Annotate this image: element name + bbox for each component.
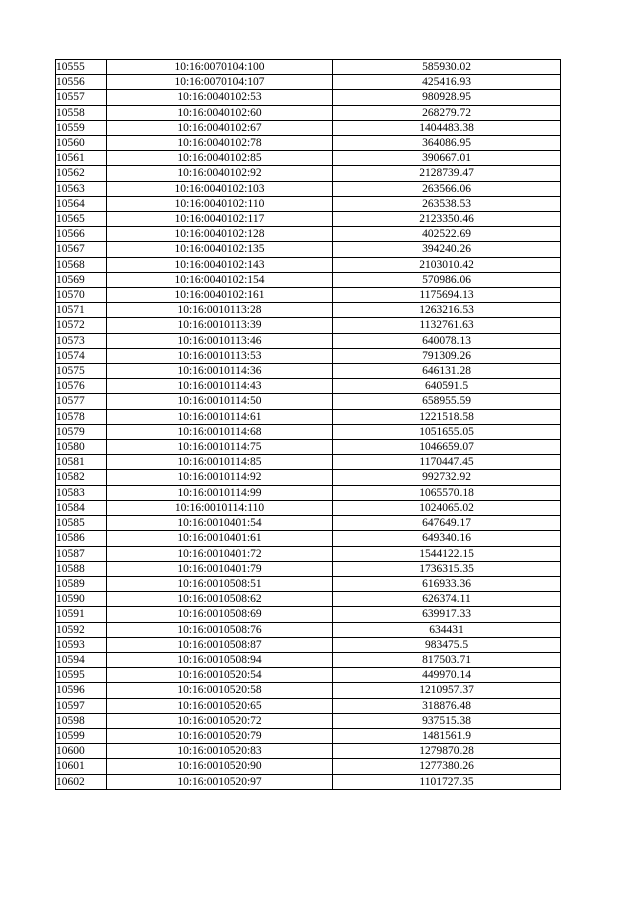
table-row <box>56 348 561 363</box>
table-row <box>56 60 561 75</box>
cadastral-value-cell: 1170447.45 <box>333 455 561 470</box>
cadastral-value-cell: 649340.16 <box>333 531 561 546</box>
table-row <box>56 196 561 211</box>
row-number-cell: 10586 <box>56 531 107 546</box>
cadastral-value-cell: 1132761.63 <box>333 318 561 333</box>
cadastral-number-cell: 10:16:0040102:117 <box>107 212 333 227</box>
table-row <box>56 728 561 743</box>
table-row <box>56 242 561 257</box>
cadastral-number-cell: 10:16:0010113:46 <box>107 333 333 348</box>
cadastral-value-cell: 983475.5 <box>333 637 561 652</box>
row-number-cell: 10577 <box>56 394 107 409</box>
cadastral-number-cell: 10:16:0010113:39 <box>107 318 333 333</box>
cadastral-value-cell: 449970.14 <box>333 668 561 683</box>
table-row <box>56 75 561 90</box>
cadastral-value-cell: 634431 <box>333 622 561 637</box>
row-number-cell: 10558 <box>56 105 107 120</box>
row-number-cell: 10585 <box>56 516 107 531</box>
table-row <box>56 440 561 455</box>
cadastral-value-cell: 1481561.9 <box>333 728 561 743</box>
row-number-cell: 10582 <box>56 470 107 485</box>
cadastral-number-cell: 10:16:0010114:43 <box>107 379 333 394</box>
cadastral-value-cell: 2128739.47 <box>333 166 561 181</box>
row-number-cell: 10580 <box>56 440 107 455</box>
cadastral-value-cell: 1736315.35 <box>333 561 561 576</box>
row-number-cell: 10587 <box>56 546 107 561</box>
table-row <box>56 607 561 622</box>
row-number-cell: 10561 <box>56 151 107 166</box>
cadastral-number-cell: 10:16:0010401:72 <box>107 546 333 561</box>
cadastral-number-cell: 10:16:0040102:78 <box>107 136 333 151</box>
table-row <box>56 166 561 181</box>
table-row <box>56 151 561 166</box>
cadastral-value-cell: 1024065.02 <box>333 500 561 515</box>
row-number-cell: 10583 <box>56 485 107 500</box>
cadastral-value-cell: 640591.5 <box>333 379 561 394</box>
table-row <box>56 424 561 439</box>
cadastral-number-cell: 10:16:0010113:53 <box>107 348 333 363</box>
cadastral-value-cell: 263566.06 <box>333 181 561 196</box>
table-row <box>56 303 561 318</box>
cadastral-number-cell: 10:16:0040102:161 <box>107 288 333 303</box>
table-row <box>56 120 561 135</box>
table-row <box>56 394 561 409</box>
cadastral-value-cell: 1263216.53 <box>333 303 561 318</box>
row-number-cell: 10568 <box>56 257 107 272</box>
table-row <box>56 318 561 333</box>
cadastral-number-cell: 10:16:0010114:75 <box>107 440 333 455</box>
row-number-cell: 10564 <box>56 196 107 211</box>
table-row <box>56 485 561 500</box>
cadastral-value-cell: 647649.17 <box>333 516 561 531</box>
cadastral-value-cell: 640078.13 <box>333 333 561 348</box>
row-number-cell: 10573 <box>56 333 107 348</box>
cadastral-value-cell: 980928.95 <box>333 90 561 105</box>
cadastral-value-cell: 937515.38 <box>333 713 561 728</box>
row-number-cell: 10593 <box>56 637 107 652</box>
cadastral-value-cell: 1544122.15 <box>333 546 561 561</box>
table-row <box>56 561 561 576</box>
row-number-cell: 10584 <box>56 500 107 515</box>
cadastral-value-cell: 318876.48 <box>333 698 561 713</box>
table-row <box>56 212 561 227</box>
cadastral-value-cell: 658955.59 <box>333 394 561 409</box>
cadastral-number-cell: 10:16:0010520:79 <box>107 728 333 743</box>
row-number-cell: 10557 <box>56 90 107 105</box>
table-row <box>56 774 561 789</box>
cadastral-number-cell: 10:16:0040102:135 <box>107 242 333 257</box>
cadastral-value-cell: 1101727.35 <box>333 774 561 789</box>
table-row <box>56 531 561 546</box>
row-number-cell: 10590 <box>56 592 107 607</box>
cadastral-value-cell: 394240.26 <box>333 242 561 257</box>
cadastral-number-cell: 10:16:0010401:79 <box>107 561 333 576</box>
cadastral-value-cell: 268279.72 <box>333 105 561 120</box>
table-row <box>56 637 561 652</box>
table-row <box>56 379 561 394</box>
cadastral-value-cell: 1404483.38 <box>333 120 561 135</box>
cadastral-number-cell: 10:16:0010520:83 <box>107 744 333 759</box>
cadastral-value-cell: 1065570.18 <box>333 485 561 500</box>
table-row <box>56 759 561 774</box>
row-number-cell: 10601 <box>56 759 107 774</box>
cadastral-value-cell: 992732.92 <box>333 470 561 485</box>
cadastral-number-cell: 10:16:0010508:76 <box>107 622 333 637</box>
table-row <box>56 546 561 561</box>
cadastral-number-cell: 10:16:0010401:61 <box>107 531 333 546</box>
cadastral-number-cell: 10:16:0010508:62 <box>107 592 333 607</box>
row-number-cell: 10599 <box>56 728 107 743</box>
cadastral-number-cell: 10:16:0010114:61 <box>107 409 333 424</box>
cadastral-number-cell: 10:16:0040102:85 <box>107 151 333 166</box>
row-number-cell: 10559 <box>56 120 107 135</box>
cadastral-number-cell: 10:16:0040102:92 <box>107 166 333 181</box>
cadastral-number-cell: 10:16:0040102:143 <box>107 257 333 272</box>
row-number-cell: 10591 <box>56 607 107 622</box>
row-number-cell: 10588 <box>56 561 107 576</box>
cadastral-number-cell: 10:16:0040102:53 <box>107 90 333 105</box>
table-row <box>56 500 561 515</box>
cadastral-value-cell: 364086.95 <box>333 136 561 151</box>
cadastral-number-cell: 10:16:0040102:128 <box>107 227 333 242</box>
cadastral-number-cell: 10:16:0010114:92 <box>107 470 333 485</box>
cadastral-number-cell: 10:16:0010114:110 <box>107 500 333 515</box>
cadastral-number-cell: 10:16:0040102:110 <box>107 196 333 211</box>
table-row <box>56 592 561 607</box>
cadastral-value-cell: 817503.71 <box>333 652 561 667</box>
row-number-cell: 10598 <box>56 713 107 728</box>
table-row <box>56 272 561 287</box>
row-number-cell: 10560 <box>56 136 107 151</box>
row-number-cell: 10576 <box>56 379 107 394</box>
cadastral-value-cell: 1279870.28 <box>333 744 561 759</box>
cadastral-number-cell: 10:16:0040102:154 <box>107 272 333 287</box>
cadastral-value-cell: 1221518.58 <box>333 409 561 424</box>
cadastral-value-cell: 390667.01 <box>333 151 561 166</box>
cadastral-value-cell: 1051655.05 <box>333 424 561 439</box>
cadastral-value-cell: 425416.93 <box>333 75 561 90</box>
cadastral-value-cell: 1210957.37 <box>333 683 561 698</box>
table-row <box>56 136 561 151</box>
cadastral-number-cell: 10:16:0010508:94 <box>107 652 333 667</box>
cadastral-number-cell: 10:16:0010508:87 <box>107 637 333 652</box>
cadastral-number-cell: 10:16:0010520:58 <box>107 683 333 698</box>
table-row <box>56 668 561 683</box>
cadastral-number-cell: 10:16:0070104:100 <box>107 60 333 75</box>
row-number-cell: 10592 <box>56 622 107 637</box>
cadastral-number-cell: 10:16:0010113:28 <box>107 303 333 318</box>
row-number-cell: 10595 <box>56 668 107 683</box>
cadastral-number-cell: 10:16:0010520:54 <box>107 668 333 683</box>
cadastral-value-cell: 616933.36 <box>333 576 561 591</box>
table-row <box>56 288 561 303</box>
cadastral-number-cell: 10:16:0010508:51 <box>107 576 333 591</box>
table-row <box>56 364 561 379</box>
cadastral-number-cell: 10:16:0010114:99 <box>107 485 333 500</box>
row-number-cell: 10563 <box>56 181 107 196</box>
table-row <box>56 333 561 348</box>
cadastral-number-cell: 10:16:0040102:60 <box>107 105 333 120</box>
cadastral-number-cell: 10:16:0040102:103 <box>107 181 333 196</box>
row-number-cell: 10589 <box>56 576 107 591</box>
table-row <box>56 470 561 485</box>
cadastral-number-cell: 10:16:0010520:97 <box>107 774 333 789</box>
cadastral-number-cell: 10:16:0010520:90 <box>107 759 333 774</box>
row-number-cell: 10575 <box>56 364 107 379</box>
row-number-cell: 10574 <box>56 348 107 363</box>
table-row <box>56 576 561 591</box>
row-number-cell: 10571 <box>56 303 107 318</box>
row-number-cell: 10570 <box>56 288 107 303</box>
row-number-cell: 10567 <box>56 242 107 257</box>
cadastral-number-cell: 10:16:0010114:50 <box>107 394 333 409</box>
cadastral-value-cell: 639917.33 <box>333 607 561 622</box>
table-row <box>56 257 561 272</box>
cadastral-number-cell: 10:16:0010520:65 <box>107 698 333 713</box>
cadastral-value-cell: 402522.69 <box>333 227 561 242</box>
cadastral-number-cell: 10:16:0010114:85 <box>107 455 333 470</box>
cadastral-number-cell: 10:16:0040102:67 <box>107 120 333 135</box>
row-number-cell: 10566 <box>56 227 107 242</box>
table-row <box>56 105 561 120</box>
cadastral-number-cell: 10:16:0070104:107 <box>107 75 333 90</box>
row-number-cell: 10600 <box>56 744 107 759</box>
table-row <box>56 622 561 637</box>
cadastral-value-cell: 646131.28 <box>333 364 561 379</box>
row-number-cell: 10581 <box>56 455 107 470</box>
cadastral-value-cell: 1175694.13 <box>333 288 561 303</box>
cadastral-value-cell: 626374.11 <box>333 592 561 607</box>
row-number-cell: 10594 <box>56 652 107 667</box>
cadastral-value-table <box>55 59 561 790</box>
table-row <box>56 652 561 667</box>
table-row <box>56 409 561 424</box>
row-number-cell: 10555 <box>56 60 107 75</box>
cadastral-value-cell: 1046659.07 <box>333 440 561 455</box>
cadastral-number-cell: 10:16:0010401:54 <box>107 516 333 531</box>
cadastral-number-cell: 10:16:0010508:69 <box>107 607 333 622</box>
table-row <box>56 698 561 713</box>
cadastral-value-cell: 263538.53 <box>333 196 561 211</box>
cadastral-value-cell: 2103010.42 <box>333 257 561 272</box>
cadastral-value-cell: 585930.02 <box>333 60 561 75</box>
table-row <box>56 455 561 470</box>
cadastral-value-cell: 570986.06 <box>333 272 561 287</box>
row-number-cell: 10596 <box>56 683 107 698</box>
table-row <box>56 90 561 105</box>
cadastral-value-cell: 2123350.46 <box>333 212 561 227</box>
cadastral-number-cell: 10:16:0010114:36 <box>107 364 333 379</box>
row-number-cell: 10565 <box>56 212 107 227</box>
row-number-cell: 10578 <box>56 409 107 424</box>
row-number-cell: 10556 <box>56 75 107 90</box>
table-row <box>56 181 561 196</box>
row-number-cell: 10562 <box>56 166 107 181</box>
row-number-cell: 10602 <box>56 774 107 789</box>
table-body <box>56 60 561 790</box>
table-row <box>56 713 561 728</box>
table-row <box>56 744 561 759</box>
table-row <box>56 227 561 242</box>
row-number-cell: 10569 <box>56 272 107 287</box>
cadastral-number-cell: 10:16:0010114:68 <box>107 424 333 439</box>
table-row <box>56 516 561 531</box>
cadastral-value-cell: 1277380.26 <box>333 759 561 774</box>
row-number-cell: 10579 <box>56 424 107 439</box>
cadastral-number-cell: 10:16:0010520:72 <box>107 713 333 728</box>
row-number-cell: 10572 <box>56 318 107 333</box>
row-number-cell: 10597 <box>56 698 107 713</box>
cadastral-value-cell: 791309.26 <box>333 348 561 363</box>
table-row <box>56 683 561 698</box>
